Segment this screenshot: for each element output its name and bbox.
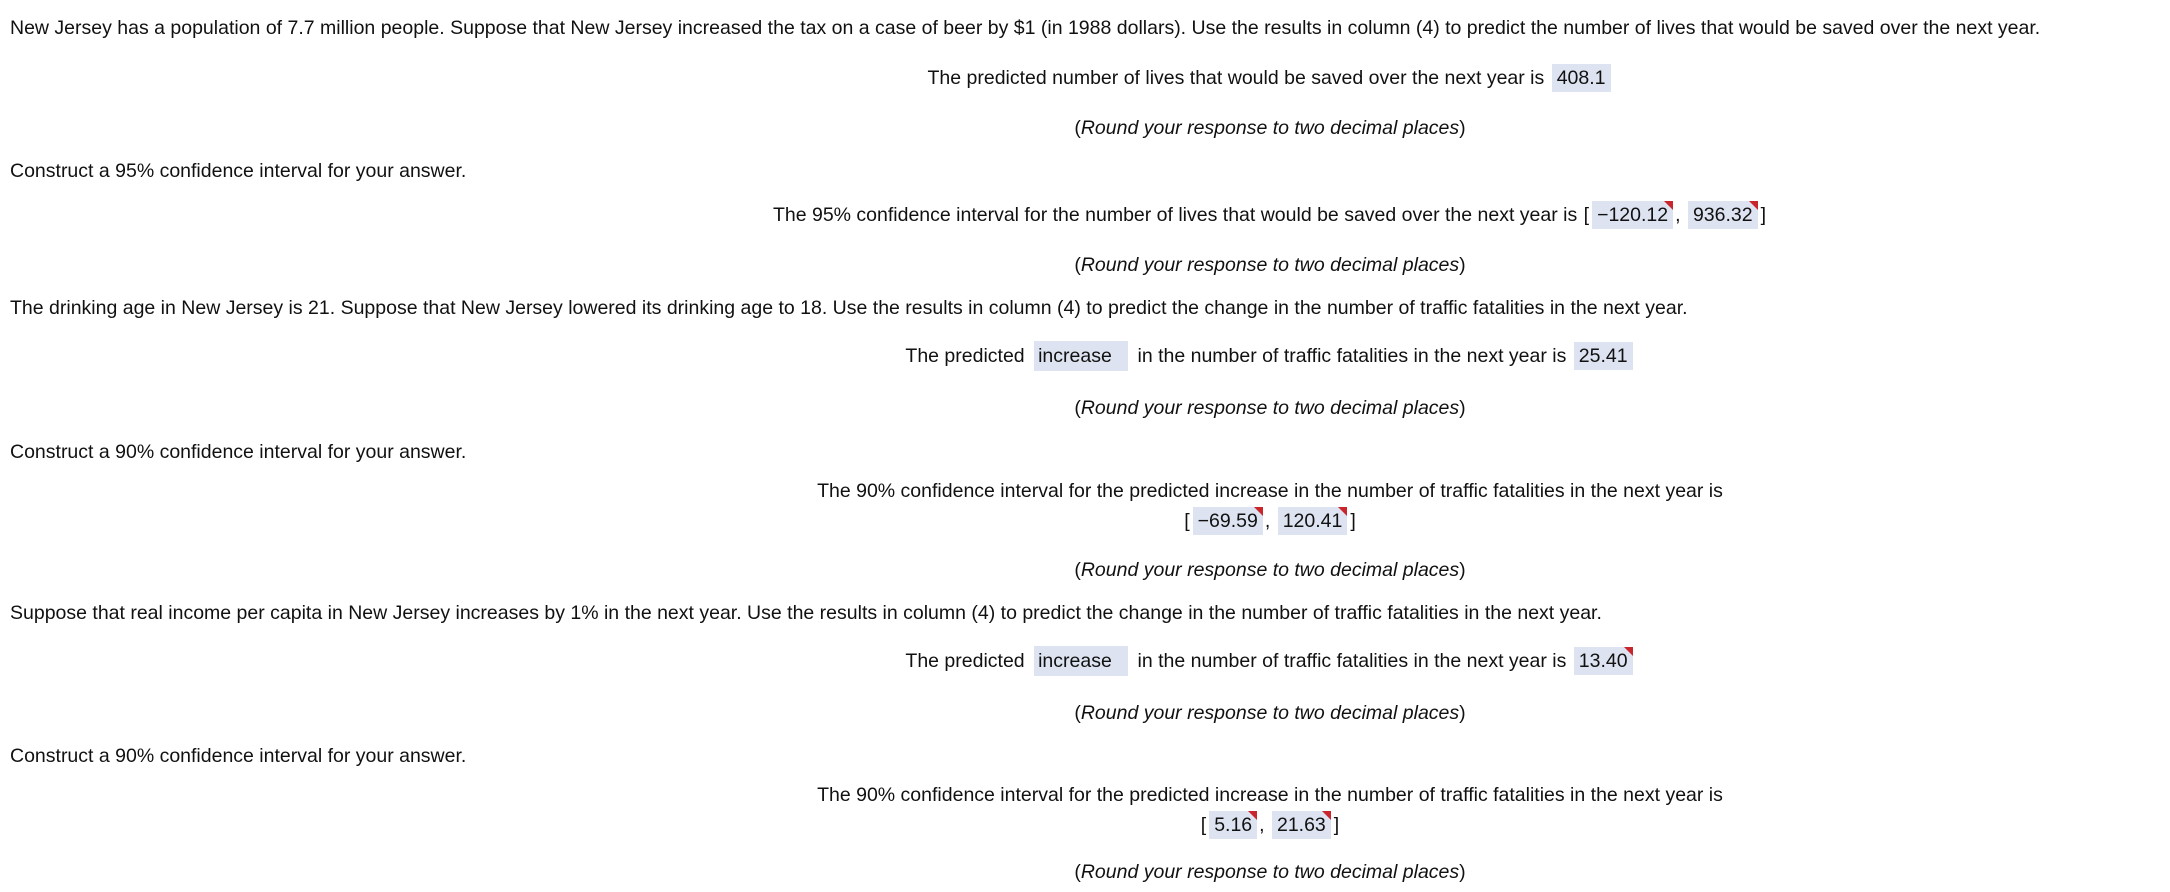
q4-round-hint-text: Round your response to two decimal places bbox=[1080, 559, 1460, 581]
paren-close: ) bbox=[1459, 861, 1466, 883]
bracket-close: ] bbox=[1350, 510, 1356, 532]
q6-round-hint-text: Round your response to two decimal places bbox=[1080, 861, 1460, 883]
q1-answer-prefix: The predicted number of lives that would be saved over the next year is bbox=[927, 67, 1545, 89]
q6-lower-input[interactable]: 5.16 bbox=[1209, 811, 1257, 839]
paren-close: ) bbox=[1459, 559, 1466, 581]
q4-prompt: Construct a 90% confidence interval for your answer. bbox=[10, 441, 467, 463]
q6-prompt: Construct a 90% confidence interval for your answer. bbox=[10, 745, 467, 767]
q5-prompt: Suppose that real income per capita in New Jersey increases by 1% in the next year. Use the results in column (4) to predict the change in the number of traffic fatalities in the next year. bbox=[10, 602, 1602, 624]
q3-direction-dropdown[interactable]: increase bbox=[1034, 341, 1128, 371]
q2-upper-input[interactable]: 936.32 bbox=[1688, 201, 1758, 229]
q6-answer-line2 bbox=[0, 811, 2170, 839]
q5-answer-prefix: The predicted bbox=[905, 650, 1025, 672]
q4-answer-line1: The 90% confidence interval for the predicted increase in the number of traffic fatalities in the next year is bbox=[817, 480, 1723, 502]
paren-close: ) bbox=[1459, 702, 1466, 724]
q1-answer-input[interactable]: 408.1 bbox=[1552, 64, 1611, 92]
q6-answer-line1: The 90% confidence interval for the predicted increase in the number of traffic fatalities in the next year is bbox=[817, 784, 1723, 806]
paren-open: ( bbox=[1074, 861, 1081, 883]
paren-close: ) bbox=[1459, 397, 1466, 419]
q2-round-hint bbox=[0, 251, 2170, 279]
q1-prompt: New Jersey has a population of 7.7 million people. Suppose that New Jersey increased the tax on a case of beer by $1 (in 1988 dollars). Use the results in column (4) to predict the number of lives that would be saved over the next year. bbox=[10, 17, 2041, 39]
paren-open: ( bbox=[1074, 702, 1081, 724]
q2-prompt: Construct a 95% confidence interval for your answer. bbox=[10, 160, 467, 182]
q3-round-hint-text: Round your response to two decimal places bbox=[1080, 397, 1460, 419]
q4-answer-line2 bbox=[0, 507, 2170, 535]
q4-lower-input[interactable]: −69.59 bbox=[1193, 507, 1263, 535]
q2-answer-prefix: The 95% confidence interval for the number of lives that would be saved over the next year is bbox=[772, 204, 1578, 226]
comma: , bbox=[1264, 510, 1271, 532]
q3-round-hint bbox=[0, 394, 2170, 422]
q6-round-hint bbox=[0, 858, 2170, 886]
paren-open: ( bbox=[1074, 559, 1081, 581]
q1-round-hint bbox=[0, 114, 2170, 142]
paren-close: ) bbox=[1459, 254, 1466, 276]
q2-lower-input[interactable]: −120.12 bbox=[1592, 201, 1673, 229]
comma: , bbox=[1259, 814, 1265, 836]
q2-round-hint-text: Round your response to two decimal places bbox=[1080, 254, 1460, 276]
q3-answer-middle: in the number of traffic fatalities in the next year is bbox=[1137, 345, 1567, 367]
bracket-close: ] bbox=[1333, 814, 1340, 836]
paren-open: ( bbox=[1074, 117, 1081, 139]
paren-close: ) bbox=[1459, 117, 1466, 139]
paren-open: ( bbox=[1074, 254, 1081, 276]
bracket-open: [ bbox=[1583, 204, 1590, 226]
q5-round-hint bbox=[0, 699, 2170, 727]
bracket-close: ] bbox=[1760, 204, 1767, 226]
q5-answer-input[interactable]: 13.40 bbox=[1574, 647, 1633, 675]
q2-answer-line bbox=[0, 201, 2170, 229]
q4-upper-input[interactable]: 120.41 bbox=[1278, 507, 1348, 535]
q5-answer-middle: in the number of traffic fatalities in the next year is bbox=[1137, 650, 1567, 672]
q3-answer-input[interactable]: 25.41 bbox=[1574, 342, 1633, 370]
q4-round-hint bbox=[0, 556, 2170, 584]
q1-answer-line bbox=[0, 64, 2170, 92]
q5-answer-line bbox=[0, 646, 2170, 676]
q3-answer-line bbox=[0, 341, 2170, 371]
paren-open: ( bbox=[1074, 397, 1081, 419]
q6-upper-input[interactable]: 21.63 bbox=[1272, 811, 1331, 839]
q5-round-hint-text: Round your response to two decimal places bbox=[1080, 702, 1460, 724]
comma: , bbox=[1675, 204, 1681, 226]
bracket-open: [ bbox=[1184, 510, 1190, 532]
q3-prompt: The drinking age in New Jersey is 21. Suppose that New Jersey lowered its drinking age to 18. Use the results in column (4) to predict the change in the number of traffic fatalities in the next year. bbox=[10, 297, 1688, 319]
q1-round-hint-text: Round your response to two decimal places bbox=[1080, 117, 1460, 139]
q3-answer-prefix: The predicted bbox=[905, 345, 1025, 367]
q5-direction-dropdown[interactable]: increase bbox=[1034, 646, 1128, 676]
bracket-open: [ bbox=[1200, 814, 1207, 836]
